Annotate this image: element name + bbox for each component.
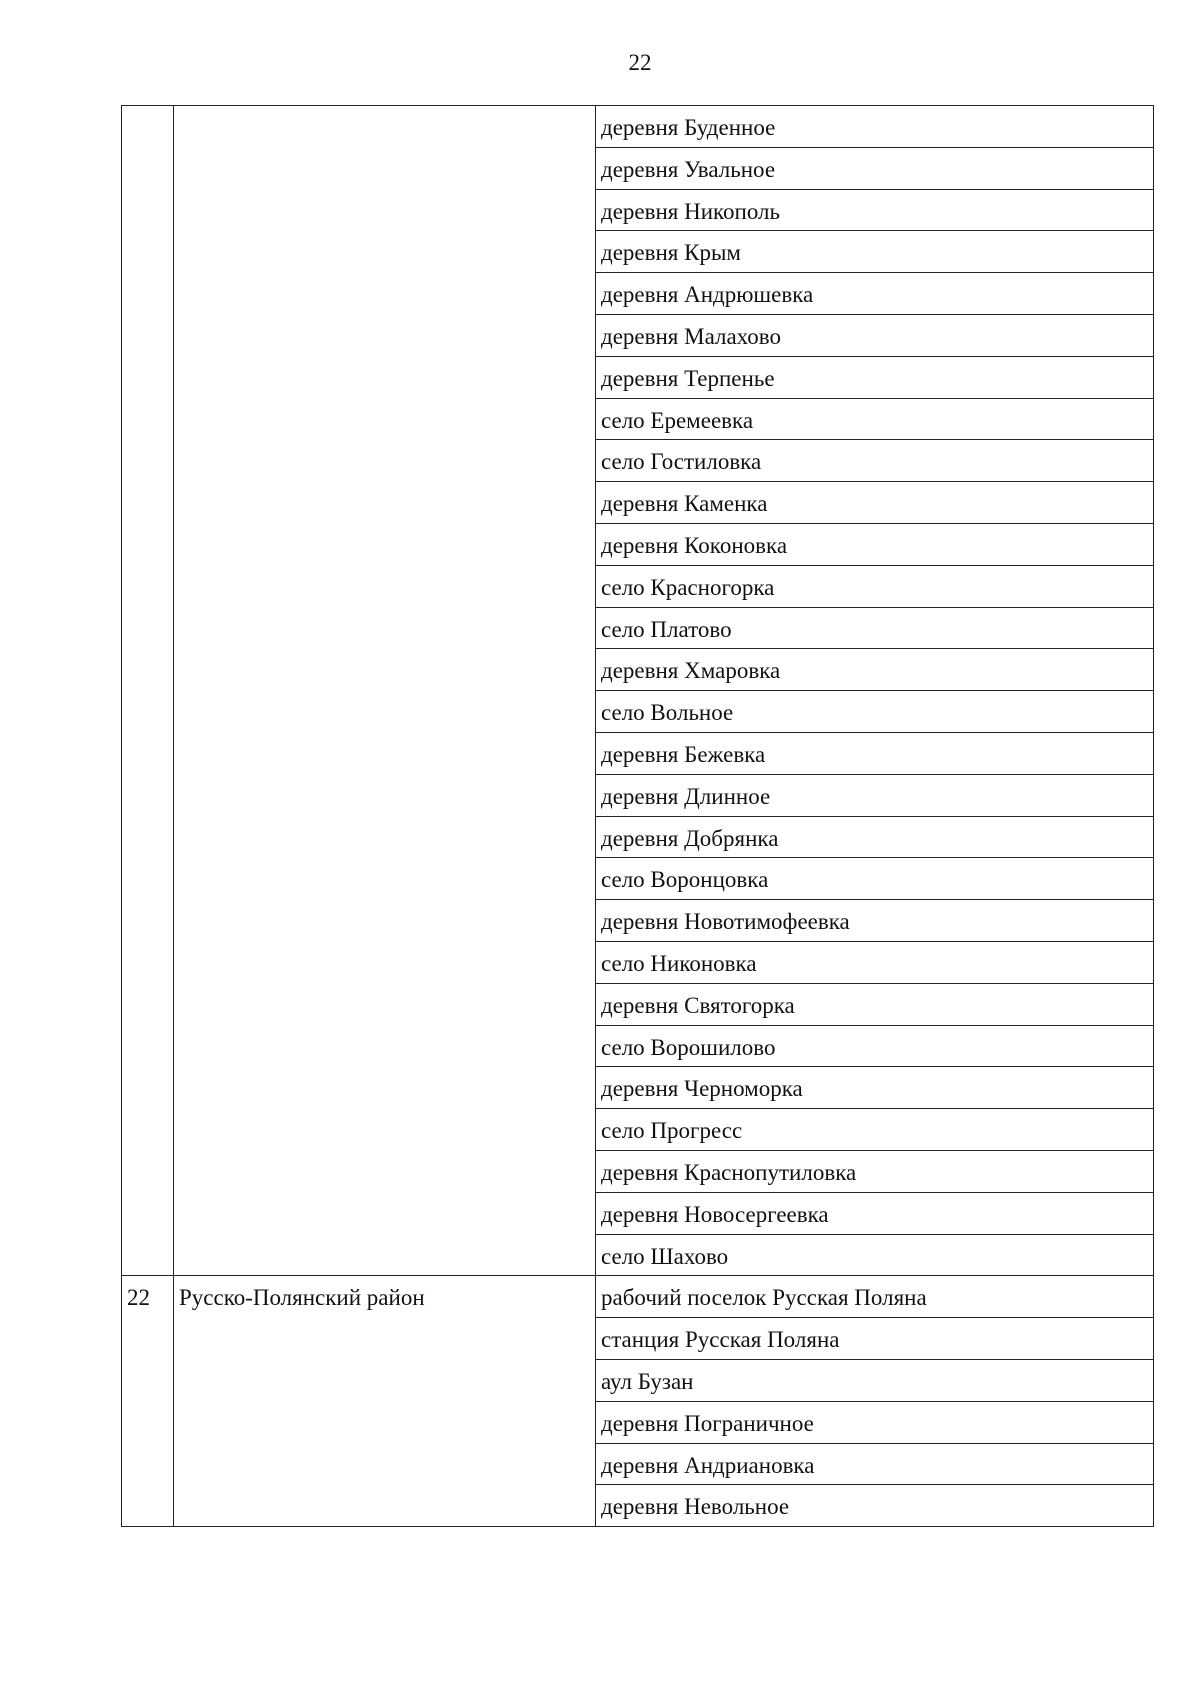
settlement-name: деревня Малахово [596, 314, 1154, 356]
settlement-name: деревня Крым [596, 231, 1154, 273]
page-number: 22 [628, 50, 652, 75]
settlement-name: деревня Святогорка [596, 983, 1154, 1025]
settlements-table-body [122, 106, 1154, 1527]
settlement-name: село Платово [596, 607, 1154, 649]
settlement-name: село Ворошилово [596, 1025, 1154, 1067]
settlement-name: деревня Буденное [596, 106, 1154, 148]
settlement-name: деревня Невольное [596, 1485, 1154, 1527]
settlement-name: деревня Каменка [596, 482, 1154, 524]
settlements-table [121, 105, 1154, 1527]
settlement-name: деревня Новосергеевка [596, 1192, 1154, 1234]
settlement-name: деревня Андриановка [596, 1443, 1154, 1485]
settlement-name: деревня Добрянка [596, 816, 1154, 858]
settlement-name: село Красногорка [596, 565, 1154, 607]
settlement-name: деревня Пограничное [596, 1401, 1154, 1443]
settlement-name: село Шахово [596, 1234, 1154, 1276]
settlement-name: деревня Терпенье [596, 356, 1154, 398]
settlement-name: село Вольное [596, 691, 1154, 733]
settlement-name: деревня Длинное [596, 774, 1154, 816]
settlement-name: село Еремеевка [596, 398, 1154, 440]
settlement-name: деревня Новотимофеевка [596, 900, 1154, 942]
group-number: 22 [122, 1276, 174, 1527]
settlement-name: деревня Андрюшевка [596, 273, 1154, 315]
settlement-name: деревня Коконовка [596, 523, 1154, 565]
settlement-name: деревня Бежевка [596, 732, 1154, 774]
district-blank [174, 106, 596, 1276]
group-number-blank [122, 106, 174, 1276]
settlement-name: аул Бузан [596, 1359, 1154, 1401]
table-row [122, 1276, 1154, 1318]
settlement-name: деревня Краснопутиловка [596, 1150, 1154, 1192]
settlement-name: деревня Черноморка [596, 1067, 1154, 1109]
district-name: Русско-Полянский район [174, 1276, 596, 1527]
settlement-name: село Воронцовка [596, 858, 1154, 900]
settlement-name: рабочий поселок Русская Поляна [596, 1276, 1154, 1318]
settlement-name: село Гостиловка [596, 440, 1154, 482]
settlement-name: село Прогресс [596, 1109, 1154, 1151]
settlement-name: деревня Увальное [596, 147, 1154, 189]
settlement-name: деревня Никополь [596, 189, 1154, 231]
settlement-name: деревня Хмаровка [596, 649, 1154, 691]
settlement-name: станция Русская Поляна [596, 1318, 1154, 1360]
settlement-name: село Никоновка [596, 941, 1154, 983]
table-row [122, 106, 1154, 148]
